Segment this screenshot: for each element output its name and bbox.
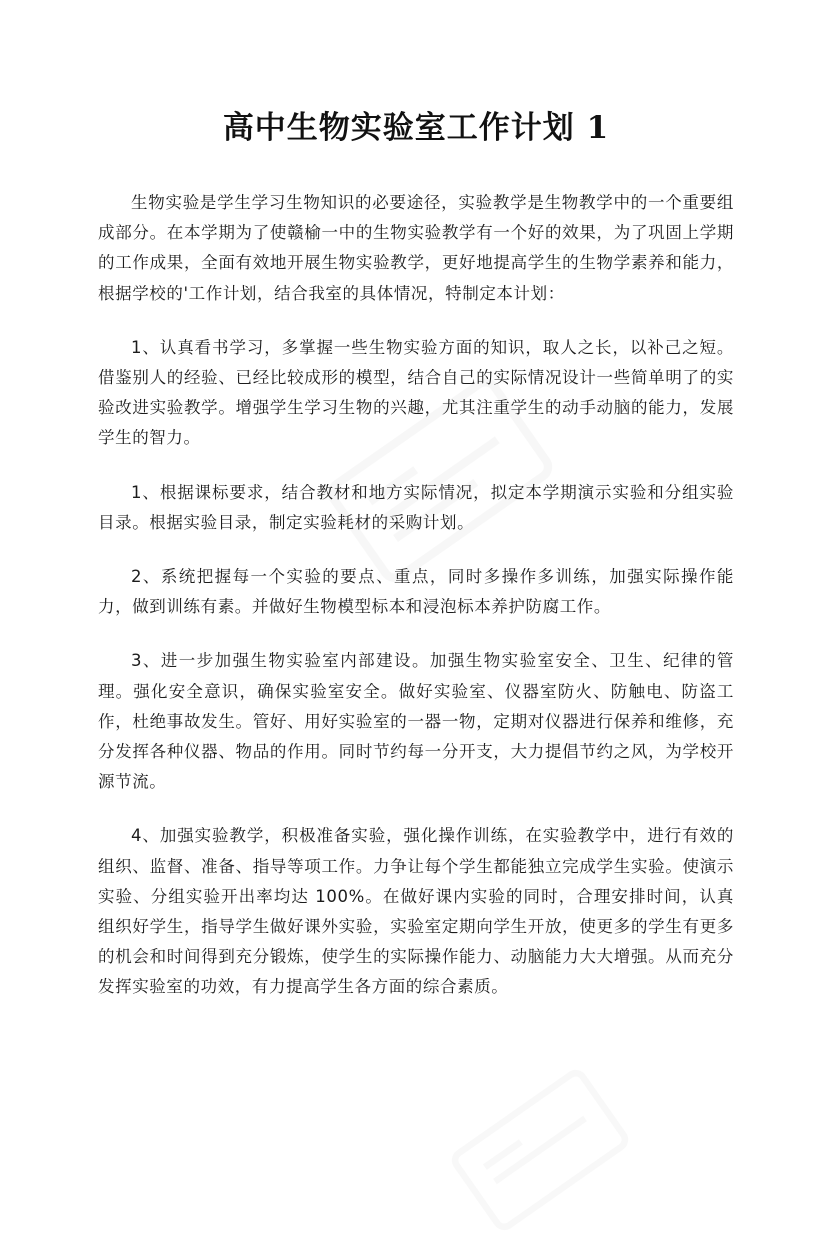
paragraph-item: 1、根据课标要求，结合教材和地方实际情况，拟定本学期演示实验和分组实验目录。根据实验目录，制定实验耗材的采购计划。: [98, 482, 734, 532]
paragraph-item: 1、认真看书学习，多掌握一些生物实验方面的知识，取人之长，以补己之短。借鉴别人的经验、已经比较成形的模型，结合自己的实际情况设计一些简单明了的实验改进实验教学。增强学生学习生物的兴趣，尤其注重学生的动手动脑的能力，发展学生的智力。: [98, 337, 734, 448]
paragraph-item: 3、进一步加强生物实验室内部建设。加强生物实验室安全、卫生、纪律的管理。强化安全意识，确保实验室安全。做好实验室、仪器室防火、防触电、防盗工作，杜绝事故发生。管好、用好实验室的一器一物，定期对仪器进行保养和维修，充分发挥各种仪器、物品的作用。同时节约每一分开支，大力提倡节约之风，为学校开源节流。: [98, 651, 734, 792]
intro-paragraph: 生物实验是学生学习生物知识的必要途径，实验教学是生物教学中的一个重要组成部分。在本学期为了使赣榆一中的生物实验教学有一个好的效果，为了巩固上学期的工作成果，全面有效地开展生物实验教学，更好地提高学生的生物学素养和能力，根据学校的'工作计划，结合我室的具体情况，特制定本计划：: [98, 193, 734, 303]
document-body: [98, 188, 734, 1003]
watermark-logo-lower: [430, 1040, 650, 1260]
paragraph-item: 4、加强实验教学，积极准备实验，强化操作训练，在实验教学中，进行有效的组织、监督、准备、指导等项工作。力争让每个学生都能独立完成学生实验。使演示实验、分组实验开出率均达 100%。在做好课内实验的同时，合理安排时间，认真组织好学生，指导学生做好课外实验，实验室定期向学生开放，使更多的学生有更多的机会和时间得到充分锻炼，使学生的实际操作能力、动脑能力大大增强。从而充分发挥实验室的功效，有力提高学生各方面的综合素质。: [98, 826, 734, 997]
document-title: 高中生物实验室工作计划 1: [222, 110, 610, 146]
paragraph-item: 2、系统把握每一个实验的要点、重点，同时多操作多训练，加强实际操作能力，做到训练有素。并做好生物模型标本和浸泡标本养护防腐工作。: [98, 567, 734, 617]
